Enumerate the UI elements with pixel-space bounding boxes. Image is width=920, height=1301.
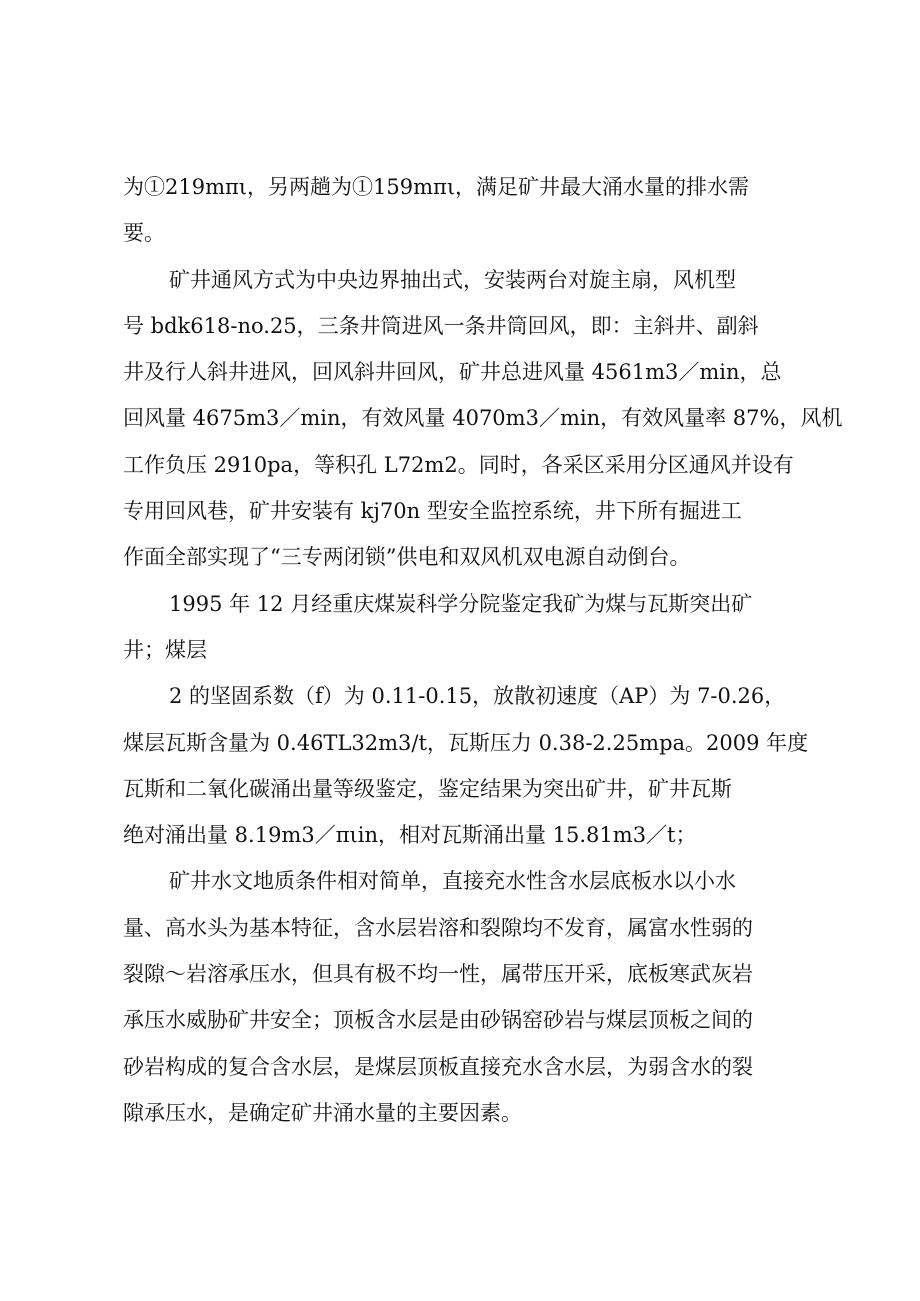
paragraph-start-line: 1995 年 12 月经重庆煤炭科学分院鉴定我矿为煤与瓦斯突出矿 bbox=[169, 591, 753, 616]
text-line: 井及行人斜井进风，回风斜井回风，矿井总进风量 4561m3／min，总 bbox=[123, 360, 782, 385]
paragraph-start-line: 矿井通风方式为中央边界抽出式，安装两台对旋主扇，风机型 bbox=[169, 267, 736, 292]
text-line: 要。 bbox=[123, 221, 165, 246]
text-line: 承压水威胁矿井安全；顶板含水层是由砂锅窑砂岩与煤层顶板之间的 bbox=[123, 1008, 753, 1033]
text-line: 专用回风巷，矿井安装有 kj70n 型安全监控系统，井下所有掘进工 bbox=[123, 499, 742, 524]
text-line: 隙承压水，是确定矿井涌水量的主要因素。 bbox=[123, 1100, 522, 1125]
text-line: 回风量 4675m3／min，有效风量 4070m3／min，有效风量率 87%，风机 bbox=[123, 406, 843, 431]
text-line: 绝对涌出量 8.19m3／πιin，相对瓦斯涌出量 15.81m3／t； bbox=[123, 823, 697, 848]
paragraph-start-line: 2 的坚固系数（f）为 0.11-0.15，放散初速度（AP）为 7-0.26， bbox=[169, 684, 786, 709]
text-line: 砂岩构成的复合含水层，是煤层顶板直接充水含水层，为弱含水的裂 bbox=[123, 1054, 753, 1079]
text-line: 作面全部实现了“三专两闭锁”供电和双风机双电源自动倒台。 bbox=[123, 545, 691, 570]
text-line: 工作负压 2910pa，等积孔 L72m2。同时，各采区采用分区通风并设有 bbox=[123, 452, 794, 477]
text-line: 煤层瓦斯含量为 0.46TL32m3/t，瓦斯压力 0.38-2.25mpa。2009 年度 bbox=[123, 730, 809, 755]
text-line: 号 bdk618-no.25，三条井筒进风一条井筒回风，即：主斜井、副斜 bbox=[123, 313, 759, 338]
document-body bbox=[123, 164, 843, 1136]
text-line: 为①219mπι，另两趟为①159mπι，满足矿井最大涌水量的排水需 bbox=[123, 175, 750, 199]
text-line: 瓦斯和二氧化碳涌出量等级鉴定，鉴定结果为突出矿井，矿井瓦斯 bbox=[123, 776, 732, 801]
paragraph-start-line: 矿井水文地质条件相对简单，直接充水性含水层底板水以小水 bbox=[169, 869, 736, 894]
text-line: 井；煤层 bbox=[123, 637, 207, 662]
text-line: 量、高水头为基本特征，含水层岩溶和裂隙均不发育，属富水性弱的 bbox=[123, 915, 753, 940]
text-line: 裂隙～岩溶承压水，但具有极不均一性，属带压开采，底板寒武灰岩 bbox=[123, 962, 753, 987]
